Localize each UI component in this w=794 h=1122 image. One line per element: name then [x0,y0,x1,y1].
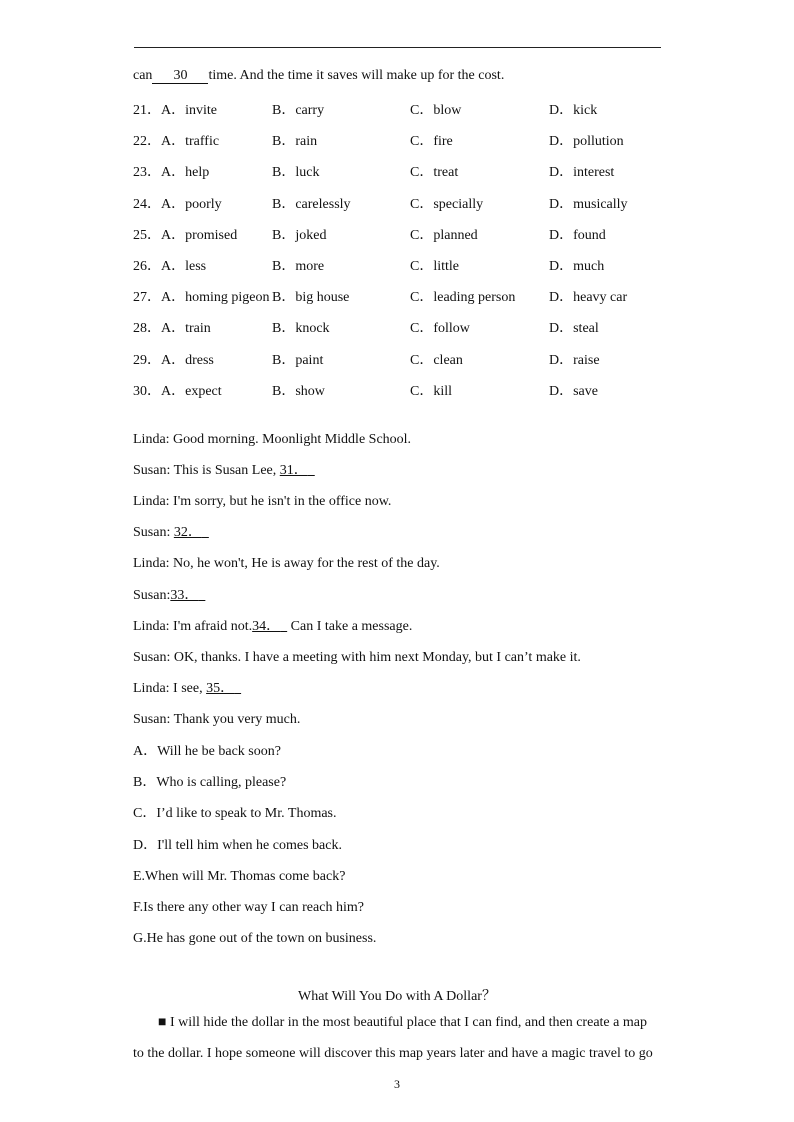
option-c: C．follow [410,321,470,337]
option-c: C．specially [410,196,484,212]
option-c: C．fire [410,134,453,150]
option-b: B．show [272,383,325,399]
dialogue-blank: 34． [252,618,281,634]
option-b: B．carry [272,103,325,118]
blank-underline-pad [202,525,209,540]
choice-item: C．I’d like to speak to Mr. Thomas. [133,806,337,822]
dialogue-blank: 31． [279,463,308,479]
blank-underline-pad [198,588,205,603]
option-c: C．clean [410,352,463,368]
option-b: B．big house [272,290,350,306]
question-number: 29． [133,352,161,368]
option-d: D．save [549,383,598,399]
choice-item: A．Will he be back soon? [133,744,281,759]
question-row [133,380,693,398]
option-b: B．rain [272,134,318,150]
dialogue-line [133,680,241,698]
question-number: 25． [133,227,161,243]
option-c: C．leading person [410,290,516,306]
option-a: A．homing pigeon [161,290,270,306]
dialogue-text: Susan: [133,525,174,541]
option-a: A．poorly [161,196,222,212]
question-row [133,286,693,304]
question-number: 23． [133,165,161,181]
dialogue-text: Susan: [133,587,171,603]
dialogue-line [133,524,209,542]
option-a: A．dress [161,352,214,368]
dialogue-text: Linda: No, he won't, He is away for the rest of the day. [133,556,440,572]
option-d: D．pollution [549,134,624,150]
option-d: D．steal [549,321,599,337]
option-a: A．traffic [161,134,220,150]
dialogue-blank: 32． [173,525,202,541]
option-a: A．promised [161,227,238,243]
dialogue-line [133,493,391,511]
option-d: D．found [549,227,606,243]
option-d: D．much [549,259,605,274]
dialogue-line [133,462,315,480]
question-row [133,317,693,335]
question-number: 27． [133,290,161,306]
option-d: D．musically [549,196,628,212]
choice-item: B．Who is calling, please? [133,775,287,791]
option-a: A．help [161,165,210,181]
option-b: B．joked [272,227,327,243]
option-d: D．heavy car [549,290,628,306]
question-row [133,255,693,273]
question-number: 30． [133,383,161,399]
option-d: D．kick [549,103,598,118]
question-number: 22． [133,134,161,150]
dialogue-line [133,431,411,449]
dialogue-line [133,555,440,573]
choice-item: E.When will Mr. Thomas come back? [133,868,346,884]
dialogue-text: Susan: Thank you very much. [133,711,301,727]
passage-title: What Will You Do with A Dollar？ [298,989,496,1004]
passage-line-2: to the dollar. I hope someone will discover this map years later and have a magic travel to go [133,1046,653,1061]
blank-underline-pad [234,681,241,696]
question-number: 24． [133,196,161,212]
choice-item: D．I'll tell him when he comes back. [133,837,342,853]
dialogue-text: Linda: Good morning. Moonlight Middle School. [133,432,412,447]
question-number: 21． [133,103,161,118]
dialogue-text: Linda: I see, [133,680,207,696]
choice-item: G.He has gone out of the town on business. [133,931,377,947]
question-row [133,130,693,148]
question-number: 26． [133,259,161,274]
page-number: 3 [394,1077,400,1091]
cloze-tail-line [133,67,504,85]
dialogue-text: Susan: OK, thanks. I have a meeting with him next Monday, but I can’t make it. [133,649,581,665]
option-a: A．invite [161,103,217,118]
option-d: D．interest [549,165,615,181]
option-a: A．less [161,259,207,274]
option-d: D．raise [549,352,600,368]
option-b: B．luck [272,165,320,181]
dialogue-line [133,618,412,636]
choice-item: F.Is there any other way I can reach him? [133,900,364,915]
dialogue-text: Linda: I'm afraid not. [133,618,253,634]
option-a: A．expect [161,383,222,399]
question-row [133,224,693,242]
dialogue-text: Susan: This is Susan Lee, [133,463,280,479]
header-rule [134,47,661,48]
question-number: 28． [133,321,161,337]
passage-line-1: ■ I will hide the dollar in the most beautiful place that I can find, and then create a map [158,1015,647,1030]
option-c: C．blow [410,103,462,118]
dialogue-text: Linda: I'm sorry, but he isn't in the office now. [133,494,392,510]
option-a: A．train [161,321,211,337]
option-c: C．little [410,259,459,274]
dialogue-blank: 33． [170,587,199,603]
option-c: C．treat [410,165,459,181]
question-row [133,161,693,179]
option-c: C．planned [410,227,478,243]
option-b: B．carelessly [272,196,351,212]
option-b: B．knock [272,321,330,337]
dialogue-after: Can I take a message. [287,618,413,634]
dialogue-blank: 35． [206,680,235,696]
option-b: B．paint [272,352,324,368]
dialogue-line [133,649,581,667]
option-b: B．more [272,259,325,274]
cloze-tail-before: can [133,68,153,83]
option-c: C．kill [410,383,453,399]
question-row [133,99,693,117]
dialogue-line [133,711,300,729]
question-row [133,349,693,367]
cloze-tail-after: time. And the time it saves will make up for the cost. [208,68,505,83]
blank-30: 30 [152,68,208,84]
question-row [133,193,693,211]
dialogue-line [133,587,205,605]
blank-underline-pad [308,463,315,478]
